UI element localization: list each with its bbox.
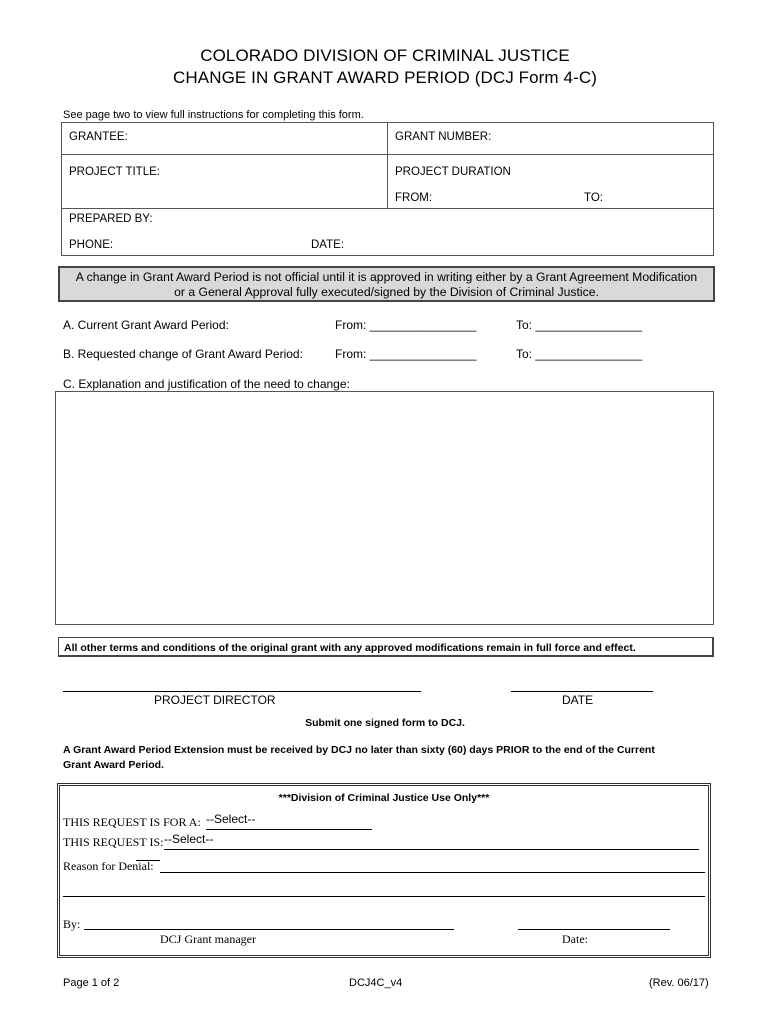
form-title-line2: CHANGE IN GRANT AWARD PERIOD (DCJ Form 4-C) <box>173 68 597 87</box>
prepared-by-label: PREPARED BY: <box>69 213 153 225</box>
grantee-input[interactable] <box>142 130 377 142</box>
section-a-from[interactable]: From: ________________ <box>335 318 477 332</box>
dcj-date-line[interactable] <box>518 929 670 930</box>
grant-manager-signature-line[interactable] <box>84 929 454 930</box>
dcj-date-label: Date: <box>562 932 588 946</box>
footer-revision: (Rev. 06/17) <box>649 977 709 989</box>
request-is-line <box>164 849 699 850</box>
date-label: DATE: <box>311 239 345 251</box>
approval-notice-box <box>58 266 715 302</box>
project-title-label: PROJECT TITLE: <box>69 166 160 178</box>
extension-note <box>63 743 655 773</box>
reason-denial-line[interactable] <box>160 872 705 873</box>
phone-label: PHONE: <box>69 239 114 251</box>
submit-note: Submit one signed form to DCJ. <box>305 717 465 729</box>
info-box-divider <box>387 123 388 208</box>
footer-page-number: Page 1 of 2 <box>63 977 120 989</box>
form-title-line1: COLORADO DIVISION OF CRIMINAL JUSTICE <box>200 46 570 65</box>
section-a-label: A. Current Grant Award Period: <box>63 318 229 332</box>
grant-number-label: GRANT NUMBER: <box>395 131 492 143</box>
director-signature-line[interactable] <box>63 691 421 692</box>
grant-manager-label: DCJ Grant manager <box>160 932 256 946</box>
signature-date-label: DATE <box>562 693 594 707</box>
section-c-label: C. Explanation and justification of the need to change: <box>63 377 350 391</box>
phone-input[interactable] <box>120 238 300 250</box>
grantee-label: GRANTEE: <box>69 131 128 143</box>
duration-from-input[interactable] <box>437 191 577 203</box>
extension-note-line1: A Grant Award Period Extension must be received by DCJ no later than sixty (60) days PRIOR to the end of the Current <box>63 744 655 756</box>
grant-info-box <box>61 122 714 256</box>
info-box-row-line <box>62 208 713 209</box>
instructions-text: See page two to view full instructions for completing this form. <box>63 109 364 121</box>
grant-number-input[interactable] <box>497 130 707 142</box>
justification-textarea[interactable] <box>55 391 714 625</box>
project-duration-label: PROJECT DURATION <box>395 166 511 178</box>
date-input[interactable] <box>352 238 552 250</box>
duration-from-label: FROM: <box>395 192 433 204</box>
request-for-label: THIS REQUEST IS FOR A: <box>63 815 201 829</box>
notice-line2: or a General Approval fully executed/signed by the Division of Criminal Justice. <box>174 285 599 299</box>
section-b-to[interactable]: To: ________________ <box>516 347 643 361</box>
terms-text: All other terms and conditions of the original grant with any approved modifications remain in full force and effect. <box>64 642 636 654</box>
footer-form-code: DCJ4C_v4 <box>349 977 403 989</box>
reason-denial-line-2[interactable] <box>63 896 705 897</box>
duration-to-input[interactable] <box>607 191 707 203</box>
dcj-heading: ***Division of Criminal Justice Use Only*** <box>278 792 490 804</box>
request-for-line <box>206 829 372 830</box>
request-is-select[interactable]: --Select-- <box>164 832 214 846</box>
duration-to-label: TO: <box>584 192 603 204</box>
prepared-by-input[interactable] <box>157 212 657 224</box>
notice-line1: A change in Grant Award Period is not official until it is approved in writing either by a Grant Agreement Modification <box>75 270 698 284</box>
terms-box <box>58 637 714 657</box>
section-a-to[interactable]: To: ________________ <box>516 318 643 332</box>
extension-note-line2: Grant Award Period. <box>63 759 164 771</box>
section-b-label: B. Requested change of Grant Award Period: <box>63 347 303 361</box>
by-label: By: <box>63 917 81 931</box>
director-date-line[interactable] <box>511 691 653 692</box>
dcj-use-only-box <box>57 783 711 958</box>
request-is-label: THIS REQUEST IS: <box>63 835 164 849</box>
project-director-label: PROJECT DIRECTOR <box>154 693 276 707</box>
project-title-input[interactable] <box>162 165 377 177</box>
reason-denial-label: Reason for Denial: <box>63 859 154 873</box>
request-for-select[interactable]: --Select-- <box>206 812 256 826</box>
info-box-row-line <box>62 154 713 155</box>
section-b-from[interactable]: From: ________________ <box>335 347 477 361</box>
